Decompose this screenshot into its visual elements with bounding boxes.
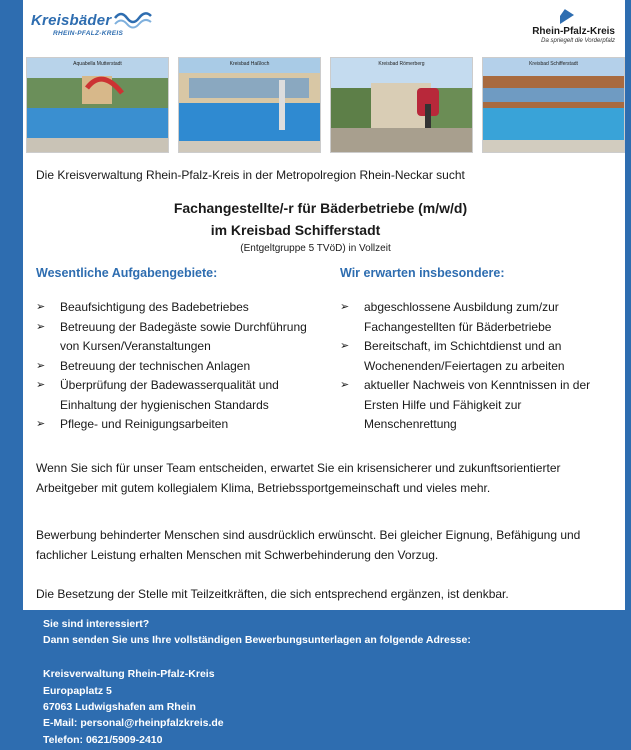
list-item — [36, 357, 326, 377]
logo-right-name: Rhein-Pfalz-Kreis — [532, 26, 615, 37]
photo-caption: Kreisbad Schifferstadt — [529, 61, 578, 67]
logo-right-slogan: Da spriegelt die Vorderpfalz — [541, 38, 615, 44]
wave-icon — [113, 8, 153, 32]
list-item — [340, 376, 610, 435]
list-item — [36, 298, 326, 318]
footer-city: 67063 Ludwigshafen am Rhein — [43, 701, 196, 713]
pool-image — [27, 58, 169, 153]
footer-org: Kreisverwaltung Rhein-Pfalz-Kreis — [43, 668, 215, 680]
flag-icon — [558, 6, 576, 24]
footer-instruction: Dann senden Sie uns Ihre vollständigen Bewerbungsunterlagen an folgende Adresse: — [43, 634, 471, 646]
header — [23, 0, 625, 52]
contact-footer — [23, 610, 625, 750]
footer-email[interactable]: E-Mail: personal@rheinpfalzkreis.de — [43, 717, 224, 729]
list-item — [36, 318, 326, 357]
footer-phone: Telefon: 0621/5909-2410 — [43, 734, 163, 746]
list-item-text: Überprüfung der Badewasserqualität und Einhaltung der hygienischen Standards — [60, 378, 279, 412]
list-item — [340, 337, 610, 376]
photo-hassloch — [178, 57, 321, 153]
list-item-text: aktueller Nachweis von Kenntnissen in der Ersten Hilfe und Fähigkeit zur Menschenrettung — [364, 378, 591, 431]
list-item-text: Betreuung der Badegäste sowie Durchführung von Kursen/Veranstaltungen — [60, 319, 307, 353]
list-item-text: Pflege- und Reinigungsarbeiten — [60, 417, 229, 431]
arrow-bullet-icon: ➢ — [36, 301, 46, 313]
job-title: Fachangestellte/-r für Bäderbetriebe (m/w/d) — [173, 200, 468, 216]
parttime-paragraph: Die Besetzung der Stelle mit Teilzeitkräften, die sich entsprechend ergänzen, ist denkbar. — [36, 587, 509, 601]
photo-strip — [26, 57, 624, 153]
pool-image — [179, 58, 321, 153]
job-location: im Kreisbad Schifferstadt — [210, 222, 381, 238]
left-accent-bar — [0, 0, 23, 750]
list-item — [340, 298, 610, 337]
photo-aquabella — [26, 57, 169, 153]
requirements-section — [340, 266, 610, 435]
list-item-text: abgeschlossene Ausbildung zum/zur Fachangestellten für Bäderbetriebe — [364, 300, 559, 334]
list-item-text: Beaufsichtigung des Badebetriebes — [60, 300, 249, 314]
photo-roemerberg — [330, 57, 473, 153]
pool-image — [331, 58, 473, 153]
kreisbaeder-logo — [31, 12, 123, 37]
logo-brand-name: Kreisbäder — [31, 12, 112, 29]
arrow-bullet-icon: ➢ — [340, 301, 350, 313]
disability-paragraph: Bewerbung behinderter Menschen sind ausdrücklich erwünscht. Bei gleicher Eignung, Befähigung und fachlicher Leistung erhalten Menschen mit Schwerbehinderung den Vorzug. — [36, 528, 581, 562]
offer-paragraph: Wenn Sie sich für unser Team entscheiden, erwartet Sie ein krisensicherer und zukunftsorientierter Arbeitgeber mit gutem kollegialem Klima, Betriebssportgemeinschaft und vieles mehr. — [36, 461, 561, 495]
right-accent-bar — [625, 0, 631, 750]
footer-question: Sie sind interessiert? — [43, 618, 150, 630]
arrow-bullet-icon: ➢ — [36, 379, 46, 391]
requirements-heading: Wir erwarten insbesondere: — [340, 266, 505, 280]
requirements-list — [340, 298, 610, 435]
logo-brand-sub: RHEIN-PFALZ-KREIS — [53, 30, 124, 37]
list-item — [36, 415, 326, 435]
photo-caption: Aquabella Mutterstadt — [73, 61, 122, 67]
pool-image — [483, 58, 625, 153]
tasks-list — [36, 298, 326, 435]
list-item-text: Betreuung der technischen Anlagen — [60, 358, 251, 373]
arrow-bullet-icon: ➢ — [36, 359, 46, 372]
photo-caption: Kreisbad Haßloch — [229, 61, 270, 67]
intro-text: Die Kreisverwaltung Rhein-Pfalz-Kreis in der Metropolregion Rhein-Neckar sucht — [36, 168, 465, 182]
arrow-bullet-icon: ➢ — [340, 379, 350, 391]
photo-schifferstadt — [482, 57, 625, 153]
photo-caption: Kreisbad Römerberg — [378, 61, 425, 67]
arrow-bullet-icon: ➢ — [36, 418, 46, 430]
arrow-bullet-icon: ➢ — [36, 320, 46, 333]
job-pay-note: (Entgeltgruppe 5 TVöD) in Vollzeit — [240, 243, 391, 254]
list-item-text: Bereitschaft, im Schichtdienst und an Wochenenden/Feiertagen zu arbeiten — [364, 339, 565, 373]
footer-street: Europaplatz 5 — [43, 685, 112, 697]
rhein-pfalz-kreis-logo — [532, 6, 615, 44]
tasks-section — [36, 266, 326, 435]
arrow-bullet-icon: ➢ — [340, 340, 350, 352]
tasks-heading: Wesentliche Aufgabengebiete: — [36, 266, 218, 280]
list-item — [36, 376, 326, 415]
